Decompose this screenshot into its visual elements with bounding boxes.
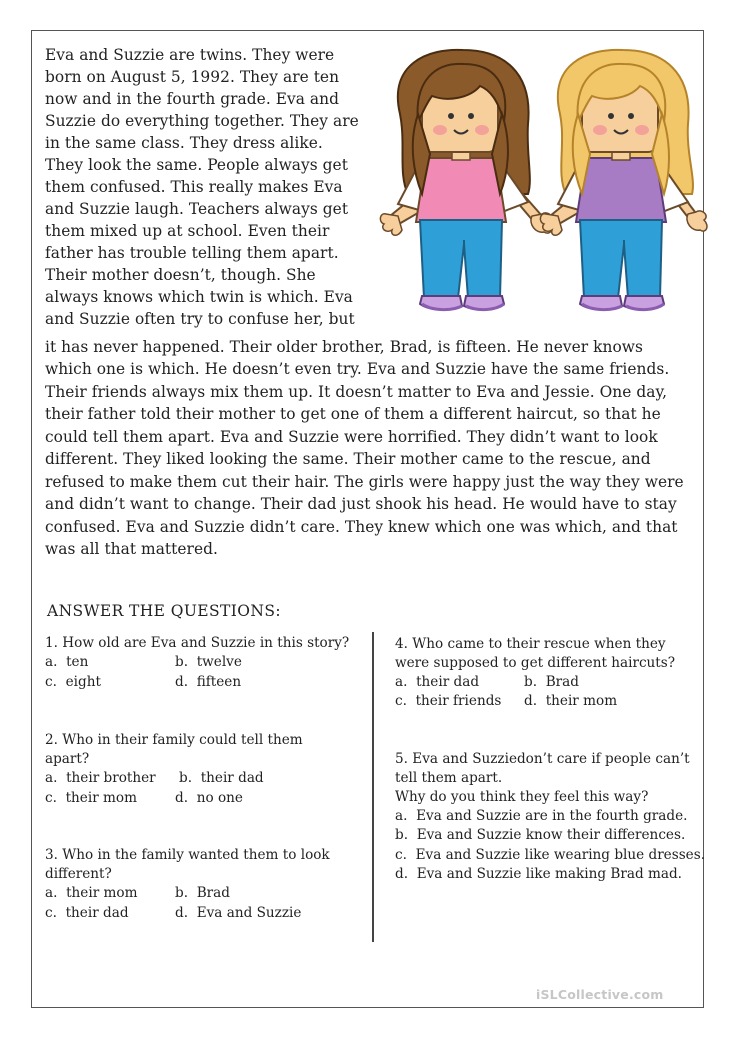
option-letter: d. (175, 905, 189, 921)
option-text: ten (66, 654, 89, 670)
story-line: which one is which. He doesn’t even try. Eva and Suzzie have the same friends. (45, 360, 670, 378)
option-letter: b. (524, 674, 538, 690)
answer-option[interactable] (395, 846, 705, 865)
answer-option[interactable] (45, 789, 137, 808)
option-letter: d. (175, 674, 189, 690)
story-line: born on August 5, 1992. They are ten (45, 68, 340, 86)
story-line: father has trouble telling them apart. (45, 244, 339, 262)
option-letter: b. (175, 654, 189, 670)
question-prompt: 1. How old are Eva and Suzzie in this story? (45, 635, 350, 651)
story-line: Suzzie do everything together. They are (45, 112, 359, 130)
option-text: Brad (545, 674, 579, 690)
story-line: always knows which twin is which. Eva (45, 288, 353, 306)
option-text: fifteen (196, 674, 242, 690)
answer-option[interactable] (45, 769, 156, 788)
right-girl-figure (540, 50, 707, 310)
answer-option[interactable] (179, 769, 264, 788)
story-line: refused to make them cut their hair. The girls were happy just the way they were (45, 473, 684, 491)
option-text: their friends (415, 693, 502, 709)
answer-option[interactable] (395, 865, 682, 884)
option-letter: b. (179, 770, 193, 786)
answer-option[interactable] (524, 673, 579, 692)
answer-option[interactable] (175, 653, 242, 672)
story-line: them mixed up at school. Even their (45, 222, 330, 240)
option-letter: a. (395, 674, 408, 690)
option-text: Eva and Suzzie are in the fourth grade. (416, 808, 688, 824)
option-letter: b. (175, 885, 189, 901)
option-text: Brad (196, 885, 230, 901)
option-letter: a. (45, 885, 58, 901)
story-line: could tell them apart. Eva and Suzzie were horrified. They didn’t want to look (45, 428, 658, 446)
question-prompt: 3. Who in the family wanted them to look (45, 847, 330, 863)
watermark-logo: iSLCollective.com (536, 987, 664, 1002)
answer-option[interactable] (524, 692, 617, 711)
option-text: Eva and Suzzie (196, 905, 302, 921)
answer-option[interactable] (175, 884, 230, 903)
answer-option[interactable] (45, 884, 138, 903)
answer-option[interactable] (175, 789, 243, 808)
question-prompt: Why do you think they feel this way? (395, 789, 649, 805)
story-line: and Suzzie often try to confuse her, but (45, 310, 355, 328)
option-letter: c. (45, 905, 57, 921)
story-line: in the same class. They dress alike. (45, 134, 323, 152)
option-letter: a. (45, 654, 58, 670)
option-letter: b. (395, 827, 409, 843)
twin-girls-illustration (378, 44, 708, 320)
answer-option[interactable] (395, 692, 501, 711)
story-line: their father told their mother to get one of them a different haircut, so that he (45, 405, 661, 423)
story-line: Their mother doesn’t, though. She (45, 266, 316, 284)
option-text: their dad (416, 674, 480, 690)
story-line: and didn’t want to change. Their dad just shook his head. He would have to stay (45, 495, 677, 513)
option-text: no one (196, 790, 243, 806)
column-divider (372, 632, 374, 942)
option-letter: d. (524, 693, 538, 709)
question-prompt: 5. Eva and Suzziedon’t care if people can’t (395, 751, 690, 767)
option-text: their dad (65, 905, 129, 921)
option-letter: d. (175, 790, 189, 806)
question-prompt: apart? (45, 751, 90, 767)
answer-option[interactable] (395, 826, 685, 845)
option-letter: d. (395, 866, 409, 882)
story-line: now and in the fourth grade. Eva and (45, 90, 339, 108)
story-line: them confused. This really makes Eva (45, 178, 343, 196)
option-text: eight (65, 674, 101, 690)
option-letter: a. (45, 770, 58, 786)
question-prompt: were supposed to get different haircuts? (395, 655, 676, 671)
story-line: Their friends always mix them up. It doesn’t matter to Eva and Jessie. One day, (45, 383, 668, 401)
question-prompt: different? (45, 866, 112, 882)
option-text: their brother (66, 770, 156, 786)
option-letter: a. (395, 808, 408, 824)
story-line: They look the same. People always get (45, 156, 348, 174)
story-line: different. They liked looking the same. Their mother came to the rescue, and (45, 450, 651, 468)
option-letter: c. (45, 674, 57, 690)
question-prompt: 4. Who came to their rescue when they (395, 636, 666, 652)
option-text: their dad (200, 770, 264, 786)
answer-option[interactable] (45, 673, 101, 692)
story-line: was all that mattered. (45, 540, 218, 558)
answer-option[interactable] (45, 904, 129, 923)
answer-option[interactable] (175, 904, 301, 923)
story-line: it has never happened. Their older brother, Brad, is fifteen. He never knows (45, 338, 643, 356)
option-text: their mom (66, 885, 138, 901)
option-text: Eva and Suzzie like making Brad mad. (416, 866, 682, 882)
option-text: their mom (545, 693, 618, 709)
option-text: Eva and Suzzie know their differences. (416, 827, 686, 843)
answer-option[interactable] (45, 653, 88, 672)
story-line: confused. Eva and Suzzie didn’t care. They knew which one was which, and that (45, 518, 678, 536)
answer-option[interactable] (175, 673, 241, 692)
option-text: their mom (65, 790, 137, 806)
answer-option[interactable] (395, 673, 479, 692)
questions-heading: ANSWER THE QUESTIONS: (47, 602, 281, 620)
left-girl-figure (380, 50, 552, 310)
option-text: Eva and Suzzie like wearing blue dresses. (415, 847, 706, 863)
story-line: Eva and Suzzie are twins. They were (45, 46, 335, 64)
option-letter: c. (395, 693, 407, 709)
question-prompt: tell them apart. (395, 770, 503, 786)
option-letter: c. (45, 790, 57, 806)
question-prompt: 2. Who in their family could tell them (45, 732, 303, 748)
option-letter: c. (395, 847, 407, 863)
option-text: twelve (196, 654, 242, 670)
answer-option[interactable] (395, 807, 687, 826)
story-line: and Suzzie laugh. Teachers always get (45, 200, 349, 218)
